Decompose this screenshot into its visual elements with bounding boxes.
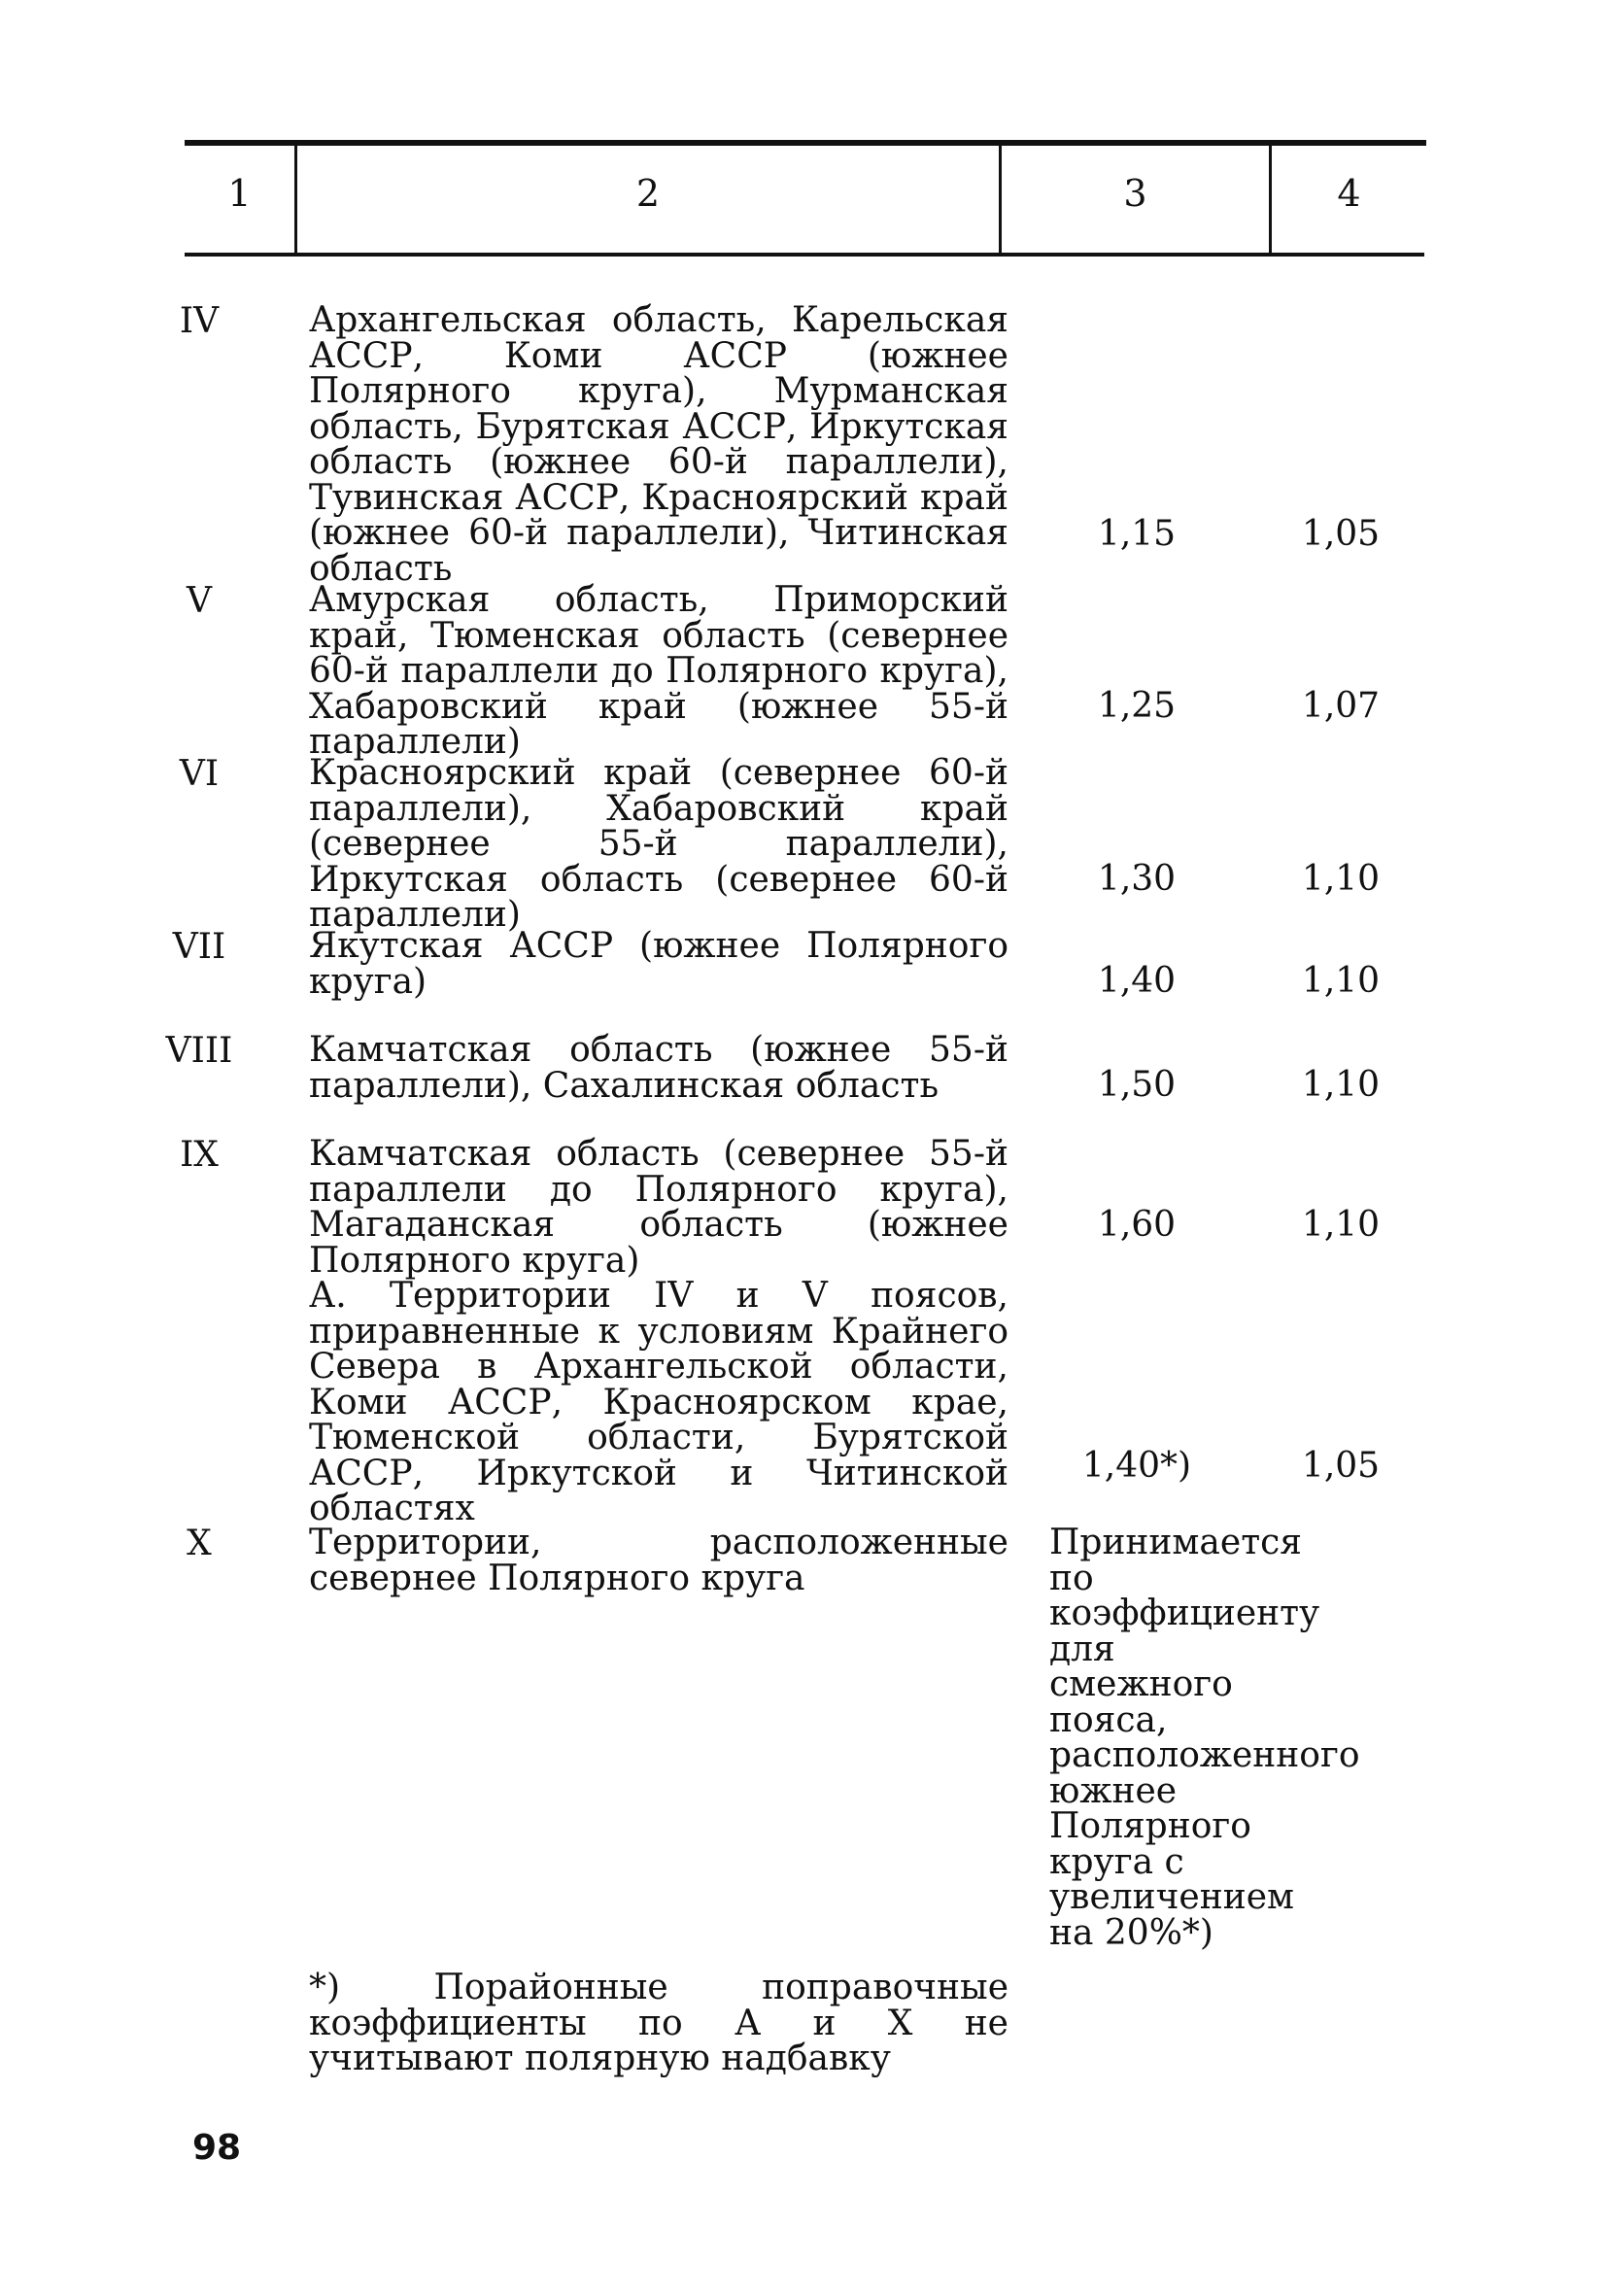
coefficient-col4: 1,07 [1301, 686, 1381, 726]
header-col-3: 3 [1123, 172, 1147, 215]
region-description: Камчатская область (южнее 55-й параллели), Сахалинская область [309, 1030, 1008, 1106]
coefficient-col3: 1,30 [1097, 859, 1177, 899]
coefficient-col3: 1,60 [1097, 1205, 1177, 1245]
zone-label: IX [180, 1135, 219, 1175]
coefficient-col3: 1,50 [1097, 1065, 1177, 1105]
region-description: Территории, расположенные севернее Полярного круга [309, 1523, 1008, 1598]
coefficient-col4: 1,10 [1301, 1205, 1381, 1245]
coefficient-col3: 1,40*) [1081, 1446, 1192, 1486]
zone-label: IV [179, 301, 220, 341]
coefficient-note: Принимается по коэффициенту для смежного пояса, расположенного южнее Полярного круга с увеличением на 20%*) [1049, 1523, 1360, 1953]
header-col-4: 4 [1337, 172, 1361, 215]
region-description: Архангельская область, Карельская АССР, Коми АССР (южнее Полярного круга), Мурманская область, Бурятская АССР, Иркутская область (южнее 60-й параллели), Тувинская АССР, Красноярский край (южнее 60-й параллели), Читинская область [309, 300, 1008, 589]
coefficient-col4: 1,10 [1301, 859, 1381, 899]
coefficient-col4: 1,10 [1301, 1065, 1381, 1105]
zone-label: VIII [165, 1031, 233, 1071]
region-description: Амурская область, Приморский край, Тюменская область (севернее 60-й параллели до Полярного круга), Хабаровский край (южнее 55-й параллели) [309, 580, 1008, 762]
coefficient-col3: 1,25 [1097, 686, 1177, 726]
zone-label: VII [172, 927, 226, 967]
page-number: 98 [192, 2128, 242, 2168]
coefficient-col3: 1,40 [1097, 961, 1177, 1001]
footnote: *) Порайонные поправочные коэффициенты по А и Х не учитывают полярную надбавку [309, 1968, 1008, 2078]
region-description: А. Территории IV и V поясов, приравненные к условиям Крайнего Севера в Архангельской области, Коми АССР, Красноярском крае, Тюменской области, Бурятской АССР, Иркутской и Читинской областях [309, 1276, 1008, 1528]
region-description: Якутская АССР (южнее Полярного круга) [309, 926, 1008, 1002]
header-col-1: 1 [227, 172, 252, 215]
zone-label: V [187, 581, 212, 621]
region-description: Красноярский край (севернее 60-й параллели), Хабаровский край (севернее 55-й параллели), Иркутская область (севернее 60-й параллели) [309, 753, 1008, 935]
zone-label: X [187, 1524, 212, 1563]
coefficient-col4: 1,05 [1301, 1446, 1381, 1486]
coefficient-col3: 1,15 [1097, 514, 1177, 554]
coefficient-col4: 1,10 [1301, 961, 1381, 1001]
zone-label: VI [179, 754, 220, 794]
header-bottom-rule [185, 253, 1424, 257]
header-col-2: 2 [635, 172, 661, 215]
coefficient-col4: 1,05 [1301, 514, 1381, 554]
region-description: Камчатская область (севернее 55-й параллели до Полярного круга), Магаданская область (южнее Полярного круга) [309, 1134, 1008, 1281]
header-top-rule [185, 140, 1426, 146]
